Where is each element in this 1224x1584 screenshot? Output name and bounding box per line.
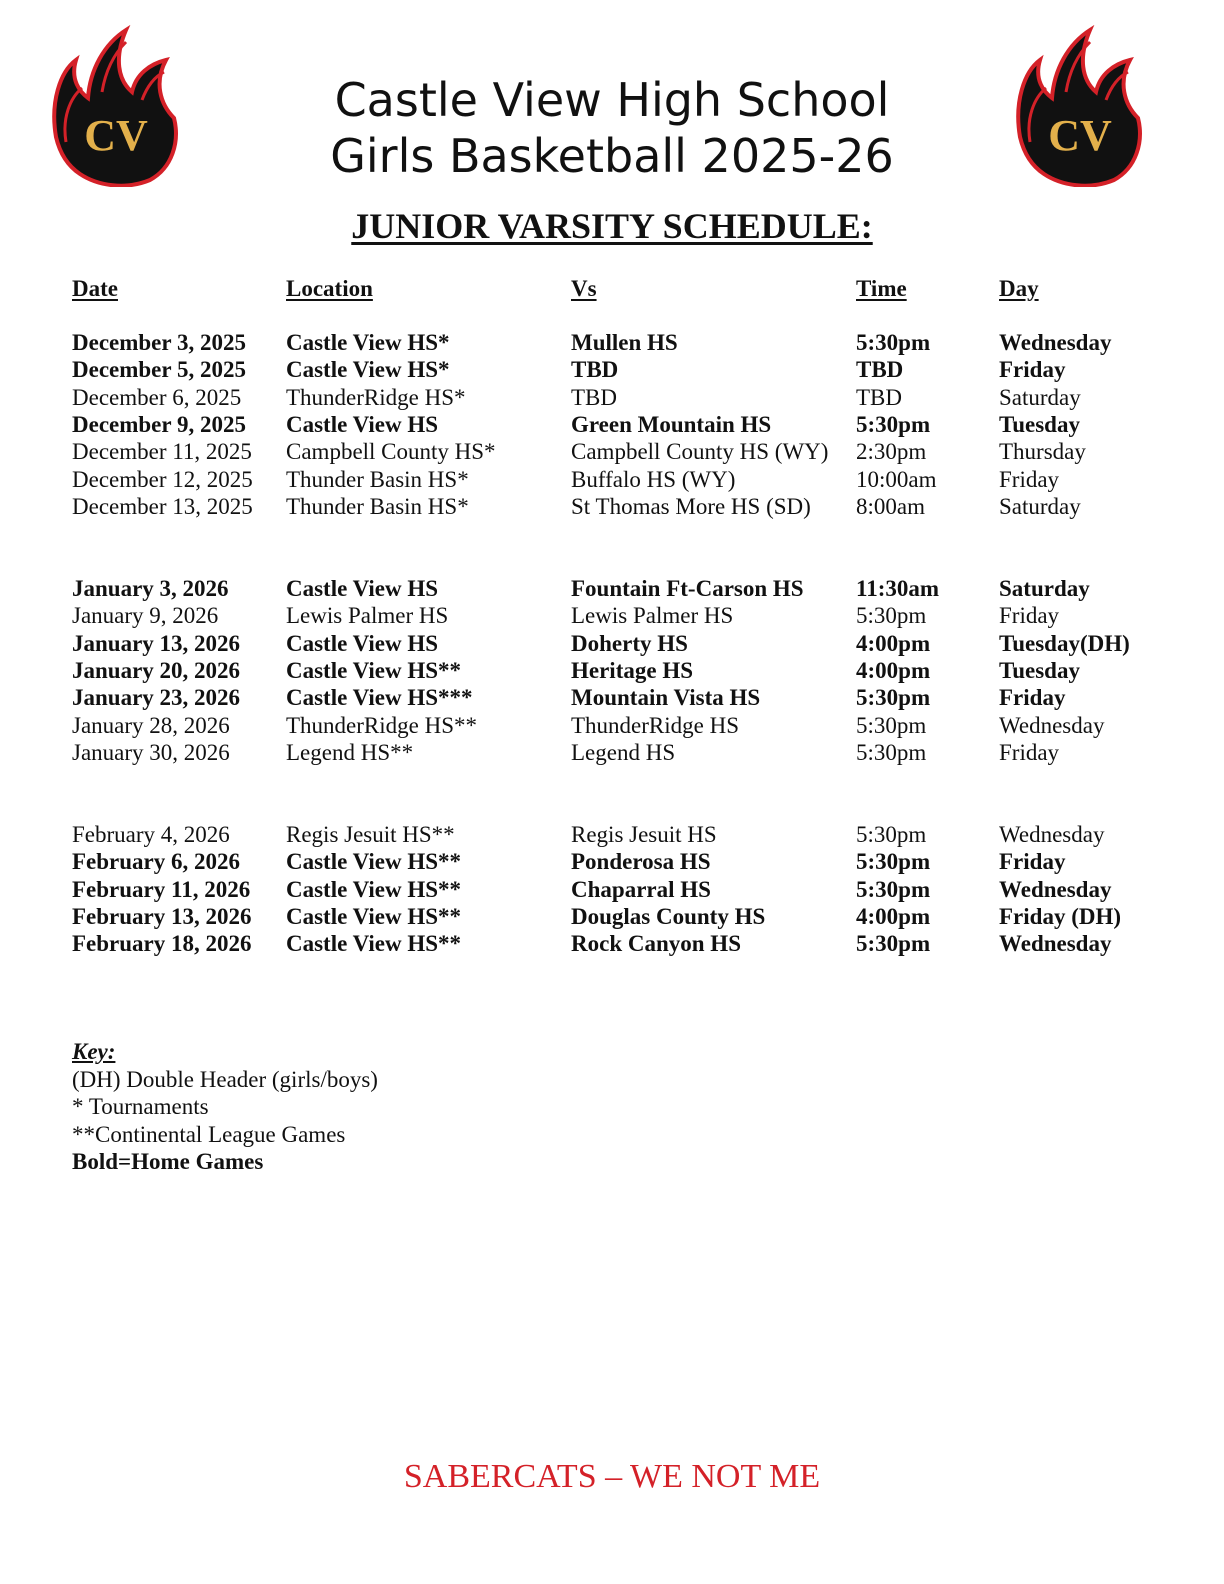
school-name: Castle View High School	[334, 73, 890, 127]
footer-slogan: SABERCATS – WE NOT ME	[403, 1458, 821, 1495]
table-row	[0, 903, 1224, 931]
logo-letters: CV	[84, 111, 148, 160]
cell-time: 2:30pm	[856, 439, 927, 465]
cell-time: 10:00am	[856, 466, 937, 492]
cell-time: 4:00pm	[856, 903, 931, 929]
column-header-time: Time	[856, 276, 907, 301]
cell-vs: Chaparral HS	[571, 876, 711, 902]
cell-vs: Doherty HS	[571, 630, 688, 656]
cell-time: 4:00pm	[856, 657, 931, 683]
cell-date: January 13, 2026	[72, 630, 241, 656]
cell-day: Friday	[999, 603, 1060, 629]
table-row	[0, 712, 1224, 740]
cell-location: Castle View HS	[286, 630, 439, 656]
table-row	[0, 356, 1224, 384]
table-row	[0, 876, 1224, 904]
cell-date: February 13, 2026	[72, 903, 252, 929]
cell-location: ThunderRidge HS**	[286, 712, 478, 738]
cell-time: 8:00am	[856, 493, 925, 519]
key-bold-note: Bold=Home Games	[72, 1149, 264, 1174]
cell-time: TBD	[856, 384, 902, 410]
cell-date: February 6, 2026	[72, 849, 241, 875]
table-row	[0, 657, 1224, 685]
table-row	[0, 630, 1224, 658]
cell-vs: Buffalo HS (WY)	[571, 466, 736, 492]
cell-date: February 4, 2026	[72, 822, 230, 847]
cell-location: Castle View HS	[286, 576, 439, 601]
cell-location: Castle View HS*	[286, 330, 450, 355]
cell-day: Wednesday	[999, 712, 1105, 738]
cell-vs: Regis Jesuit HS	[571, 822, 717, 847]
cell-location: Castle View HS**	[286, 657, 462, 683]
cell-day: Saturday	[999, 493, 1081, 519]
cell-date: December 5, 2025	[72, 357, 246, 383]
cell-time: 5:30pm	[856, 849, 931, 875]
cell-date: January 3, 2026	[72, 576, 229, 601]
cell-date: December 11, 2025	[72, 439, 252, 465]
cell-time: 5:30pm	[856, 931, 931, 957]
cell-date: February 18, 2026	[72, 931, 252, 957]
cell-time: TBD	[856, 357, 904, 383]
cell-vs: Heritage HS	[571, 657, 693, 683]
key-legend	[72, 1038, 378, 1176]
cell-vs: Legend HS	[571, 739, 676, 765]
table-row	[0, 384, 1224, 412]
cell-location: Castle View HS**	[286, 876, 462, 902]
cell-location: Castle View HS**	[286, 849, 462, 875]
cell-day: Tuesday(DH)	[999, 630, 1130, 656]
cell-time: 5:30pm	[856, 739, 927, 765]
cell-time: 5:30pm	[856, 603, 927, 629]
cell-date: January 9, 2026	[72, 603, 219, 629]
cell-location: Castle View HS**	[286, 931, 462, 957]
table-row	[0, 493, 1224, 521]
key-item: **Continental League Games	[72, 1121, 346, 1147]
cell-vs: Fountain Ft-Carson HS	[571, 576, 804, 601]
cell-day: Wednesday	[999, 330, 1112, 355]
cell-day: Tuesday	[999, 411, 1080, 437]
cell-date: January 23, 2026	[72, 685, 241, 711]
cell-vs: Ponderosa HS	[571, 849, 711, 875]
table-row	[0, 438, 1224, 466]
column-header-location: Location	[286, 276, 373, 301]
cell-day: Friday	[999, 357, 1066, 383]
table-row	[0, 739, 1224, 767]
cell-day: Wednesday	[999, 822, 1105, 847]
cell-date: January 20, 2026	[72, 657, 241, 683]
table-row	[0, 848, 1224, 876]
cell-location: Campbell County HS*	[286, 439, 496, 465]
cell-vs: TBD	[571, 384, 617, 410]
cell-vs: TBD	[571, 357, 619, 383]
cell-time: 5:30pm	[856, 411, 931, 437]
cell-location: Thunder Basin HS*	[286, 493, 469, 519]
cell-day: Saturday	[999, 384, 1081, 410]
table-row	[0, 930, 1224, 958]
cell-date: December 12, 2025	[72, 466, 253, 492]
cell-location: Legend HS**	[286, 739, 414, 765]
key-item: * Tournaments	[72, 1094, 209, 1119]
cell-time: 4:00pm	[856, 630, 931, 656]
cell-vs: Campbell County HS (WY)	[571, 439, 829, 465]
cell-day: Saturday	[999, 576, 1090, 601]
cell-date: December 13, 2025	[72, 493, 253, 519]
table-row	[0, 684, 1224, 712]
cell-time: 5:30pm	[856, 685, 931, 711]
cell-vs: Douglas County HS	[571, 903, 766, 929]
table-header	[0, 275, 1224, 303]
cell-time: 5:30pm	[856, 876, 931, 902]
cell-time: 5:30pm	[856, 330, 931, 355]
cell-location: Thunder Basin HS*	[286, 466, 469, 492]
page-title	[0, 72, 1224, 184]
cell-day: Wednesday	[999, 931, 1112, 957]
cell-date: January 30, 2026	[72, 739, 230, 765]
column-header-date: Date	[72, 276, 118, 301]
cell-vs: Mountain Vista HS	[571, 685, 761, 711]
program-name: Girls Basketball 2025-26	[330, 129, 894, 183]
cell-date: December 6, 2025	[72, 384, 242, 410]
cell-location: Regis Jesuit HS**	[286, 822, 455, 847]
cell-day: Friday	[999, 466, 1060, 492]
cell-day: Friday	[999, 685, 1066, 711]
table-row	[0, 411, 1224, 439]
column-header-vs: Vs	[571, 276, 597, 301]
cell-time: 11:30am	[856, 576, 940, 601]
schedule-title: JUNIOR VARSITY SCHEDULE:	[351, 206, 873, 246]
cell-location: Castle View HS***	[286, 685, 473, 711]
cell-date: December 9, 2025	[72, 411, 246, 437]
cell-day: Friday (DH)	[999, 903, 1122, 929]
key-item: (DH) Double Header (girls/boys)	[72, 1066, 378, 1092]
cell-vs: Mullen HS	[571, 330, 678, 355]
cell-time: 5:30pm	[856, 712, 927, 738]
cell-location: Lewis Palmer HS	[286, 603, 449, 629]
table-row	[0, 821, 1224, 849]
cell-time: 5:30pm	[856, 822, 927, 847]
cell-date: January 28, 2026	[72, 712, 230, 738]
table-row	[0, 329, 1224, 357]
cell-date: December 3, 2025	[72, 330, 246, 355]
cell-day: Wednesday	[999, 876, 1112, 902]
cell-day: Friday	[999, 849, 1066, 875]
cell-location: ThunderRidge HS*	[286, 384, 466, 410]
cell-location: Castle View HS	[286, 411, 439, 437]
table-row	[0, 466, 1224, 494]
cell-vs: Lewis Palmer HS	[571, 603, 734, 629]
cell-vs: Rock Canyon HS	[571, 931, 741, 957]
cell-vs: ThunderRidge HS	[571, 712, 740, 738]
cell-day: Thursday	[999, 439, 1086, 465]
cell-location: Castle View HS*	[286, 357, 450, 383]
cell-day: Tuesday	[999, 657, 1080, 683]
table-row	[0, 602, 1224, 630]
cell-location: Castle View HS**	[286, 903, 462, 929]
cell-vs: Green Mountain HS	[571, 411, 772, 437]
cell-vs: St Thomas More HS (SD)	[571, 493, 811, 519]
cell-date: February 11, 2026	[72, 876, 251, 902]
key-title: Key:	[72, 1039, 116, 1064]
logo-letters: CV	[1048, 111, 1112, 160]
table-row	[0, 575, 1224, 603]
cell-day: Friday	[999, 739, 1060, 765]
column-header-day: Day	[999, 276, 1039, 301]
